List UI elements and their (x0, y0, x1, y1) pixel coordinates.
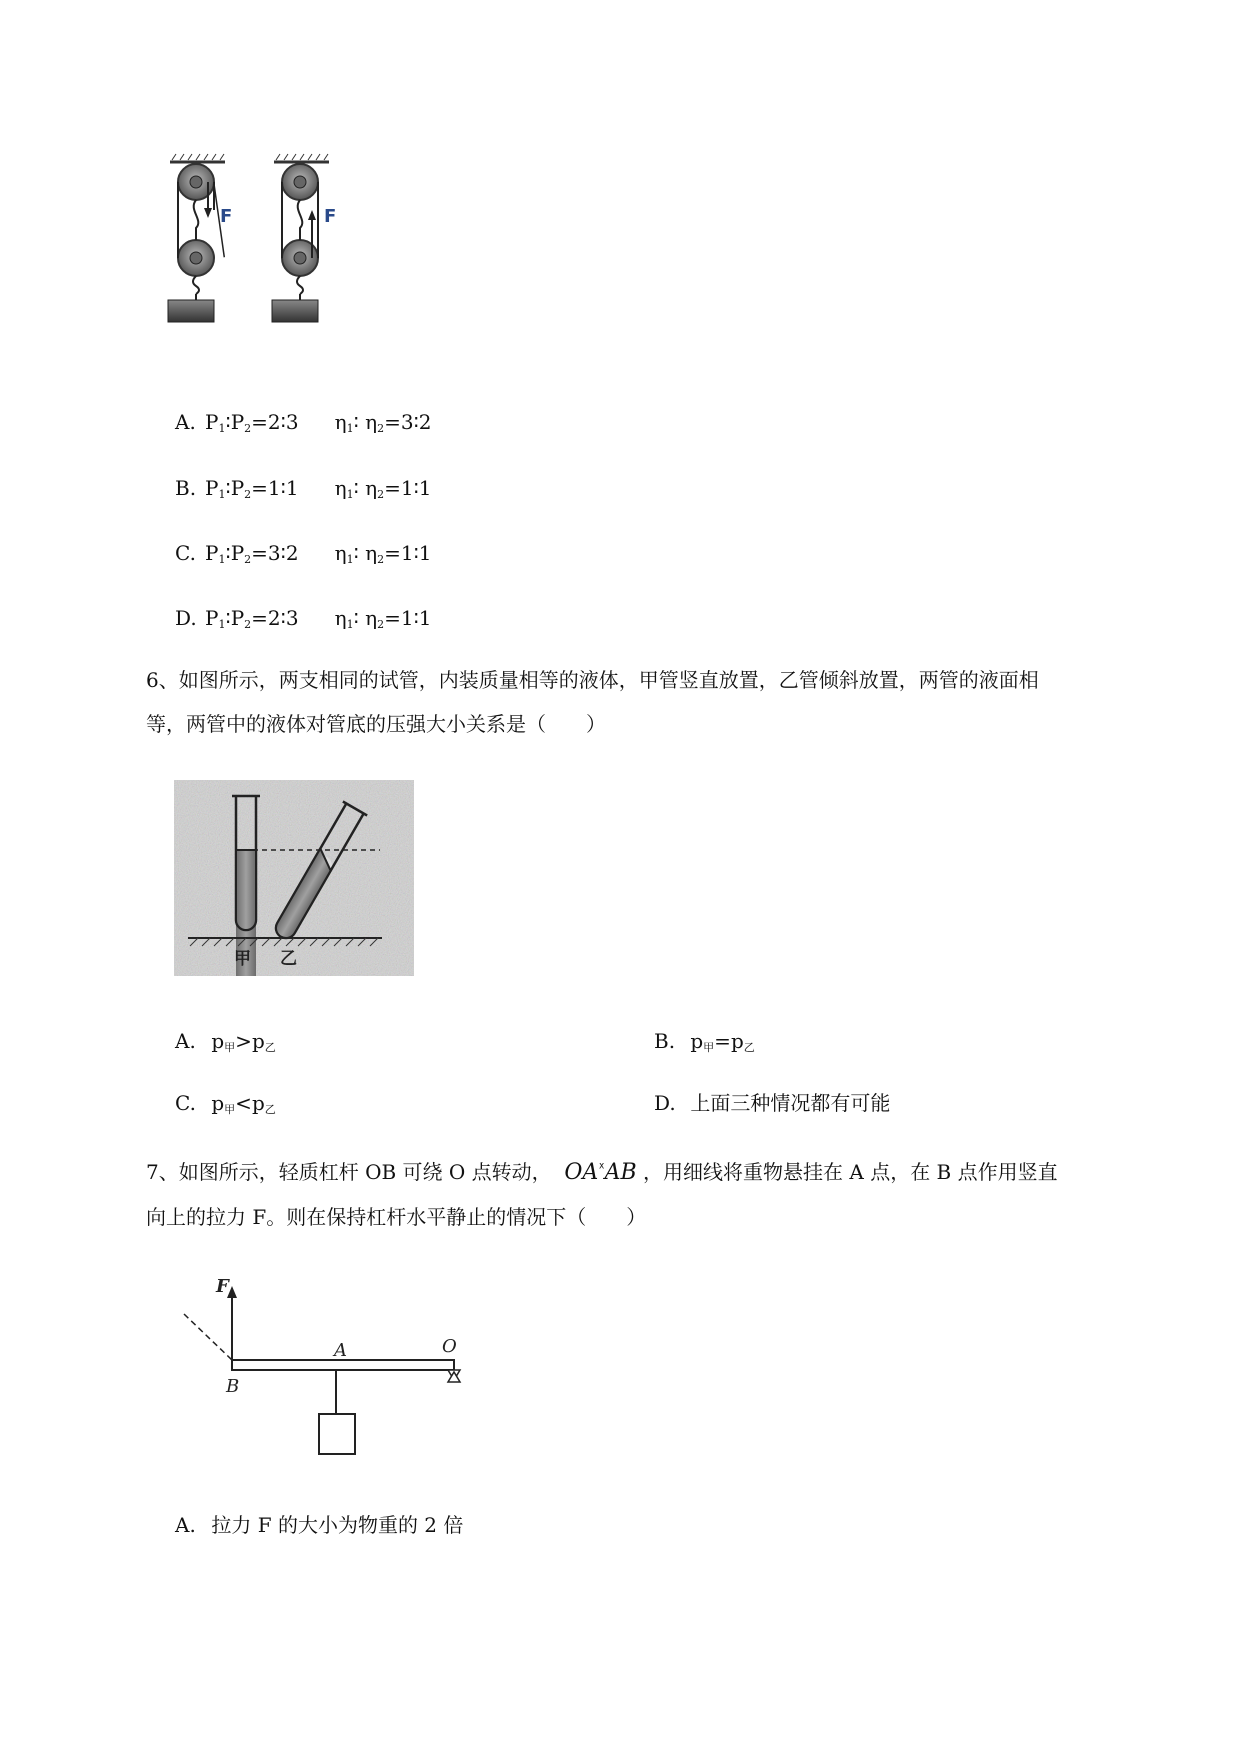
q5-option-d[interactable]: D. $P_1∶P_2=2∶3$ $\eta_1∶$ $\eta_2=1∶1$ (175, 606, 432, 631)
tube-label-jia: 甲 (234, 949, 251, 969)
q5-option-c[interactable]: C. $P_1∶P_2=3∶2$ $\eta_1∶$ $\eta_2=1∶1$ (175, 541, 432, 566)
q6-line-1: 6、如图所示，两支相同的试管，内装质量相等的液体，甲管竖直放置，乙管倾斜放置，两管的液面相 (146, 668, 1039, 692)
q7-line-2: 向上的拉力 F。则在保持杠杆水平静止的情况下（ ） (146, 1205, 647, 1229)
q7-math-ab: AB (604, 1160, 637, 1185)
lever-label-b: B (226, 1376, 240, 1397)
q6-line-2: 等，两管中的液体对管底的压强大小关系是（ ） (146, 712, 606, 736)
q6-option-b[interactable]: B. $p_甲=p_乙$ (654, 1029, 755, 1054)
lever-label-f: F (216, 1276, 229, 1297)
question-6 (146, 658, 1156, 746)
tube-label-yi: 乙 (280, 949, 297, 969)
q7-line-1: 7、如图所示，轻质杠杆 OB 可绕 O 点转动， $OA^ᕽAB$ ，用细线将重物悬挂在 A 点，在 B 点作用竖直 (146, 1160, 1058, 1185)
q5-option-a[interactable]: A. $P_1∶P_2=2∶3$ $\eta_1∶$ $\eta_2=3∶2$ (175, 410, 432, 435)
lever-figure (180, 1268, 470, 1468)
q6-option-a[interactable]: A. $p_甲>p_乙$ (175, 1029, 276, 1054)
q5-option-b[interactable]: B. $P_1∶P_2=1∶1$ $\eta_1∶$ $\eta_2=1∶1$ (175, 476, 432, 501)
q7-option-a[interactable]: A. 拉力 F 的大小为物重的 2 倍 (175, 1513, 464, 1537)
test-tube-figure (174, 780, 414, 976)
pulley-system-left (168, 154, 232, 322)
q7-math-symbol: ᕽ (598, 1162, 605, 1177)
q7-math-oa: OA (564, 1160, 599, 1185)
lever-label-a: A (334, 1340, 347, 1361)
force-label-left: F (220, 206, 233, 227)
lever-label-o: O (442, 1336, 457, 1357)
pulley-figure (160, 150, 390, 370)
q6-option-d[interactable]: D. 上面三种情况都有可能 (654, 1091, 891, 1115)
pulley-system-right (272, 154, 336, 322)
force-label-right: F (324, 206, 337, 227)
q6-option-c[interactable]: C. $p_甲<p_乙$ (175, 1091, 276, 1116)
question-7 (146, 1148, 1156, 1239)
